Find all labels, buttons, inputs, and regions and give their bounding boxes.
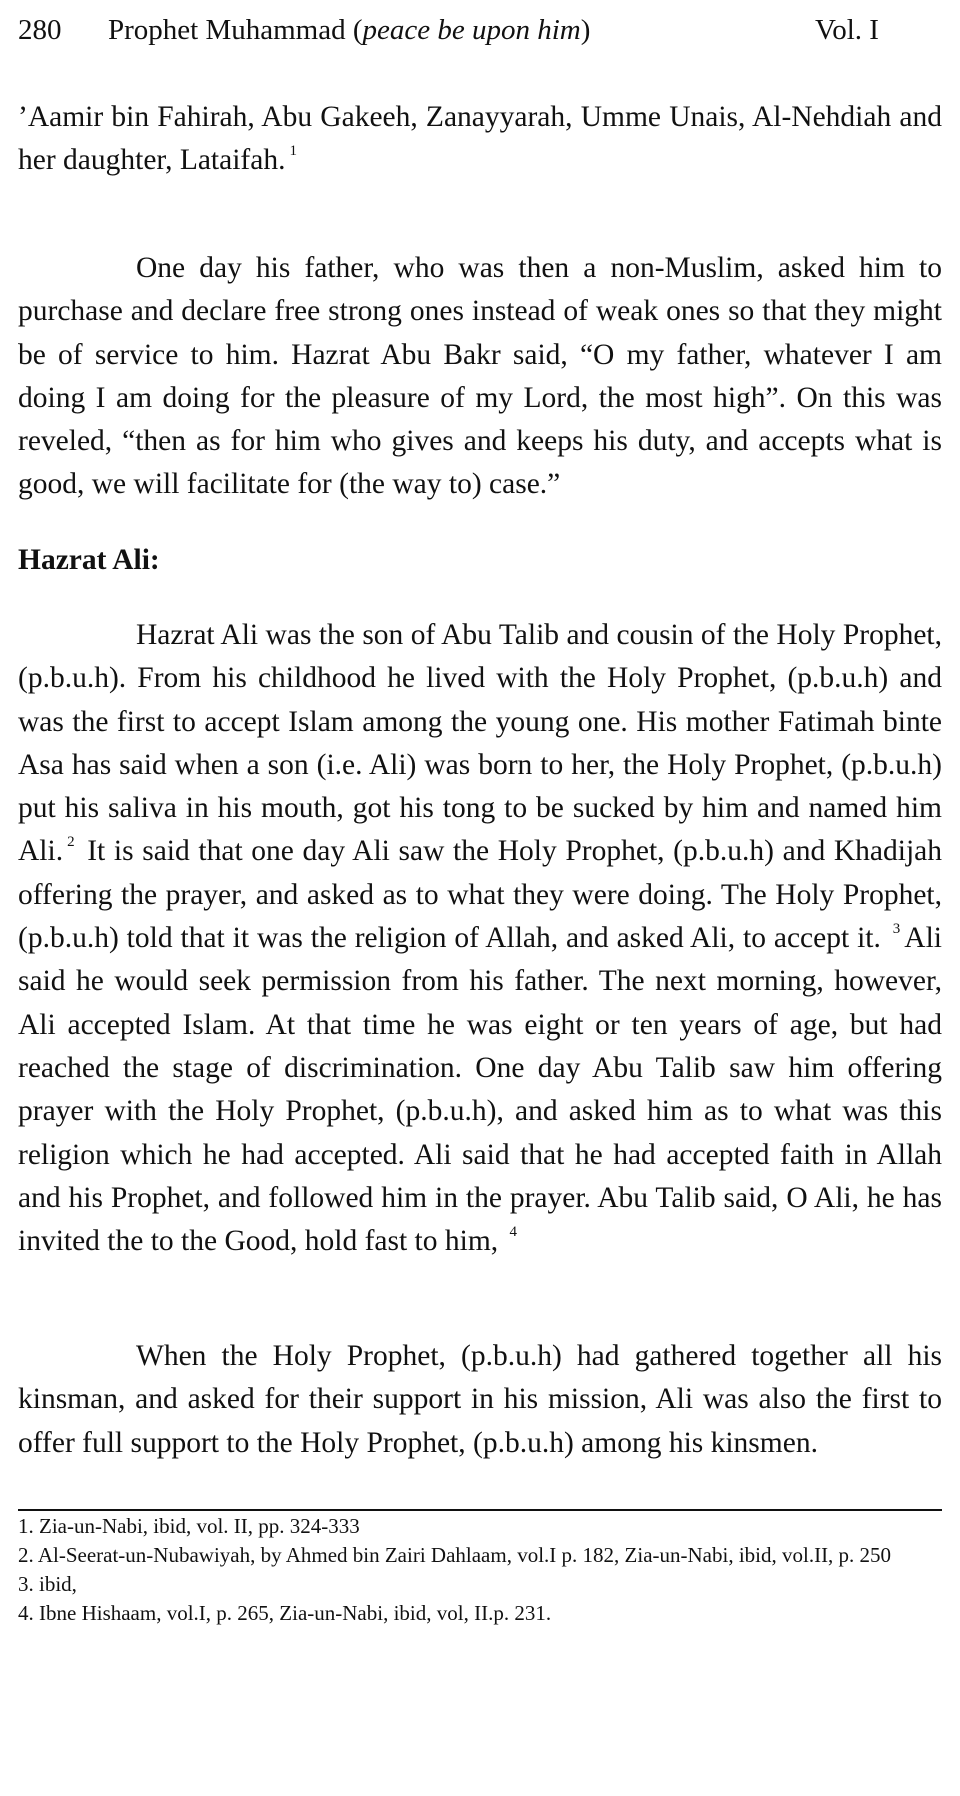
footnote-divider [18, 1509, 942, 1511]
book-title-honorific: peace be upon him [362, 14, 581, 46]
footnote-ref-4: 4 [509, 1224, 518, 1241]
paragraph-text: Hazrat Ali was the son of Abu Talib and cousin of the Holy Prophet, (p.b.u.h). From his childhood he lived with the Holy Prophet, (p.b.u.h) and was the first to accept Islam among the young one. His mother Fatimah binte Asa has said when a son (i.e. Ali) was born to her, the Holy Prophet, (p.b.u.h) put his saliva in his mouth, got his tong to be sucked by him and named him Ali. [18, 619, 942, 868]
paragraph-text: Ali said he would seek permission from his father. The next morning, however, Ali accepted Islam. At that time he was eight or ten years of age, but had reached the stage of discrimination. One day Abu Talib saw him offering prayer with the Holy Prophet, (p.b.u.h), and asked him as to what was this religion which he had accepted. Ali said that he had accepted faith in Allah and his Prophet, and followed him in the prayer. Abu Talib said, O Ali, he has invited the to the Good, hold fast to him, [18, 922, 942, 1258]
paragraph-text: When the Holy Prophet, (p.b.u.h) had gathered together all his kinsman, and asked for their support in his mission, Ali was also the first to offer full support to the Holy Prophet, (p.b.u.h) among his kinsmen. [18, 1340, 942, 1459]
footnote-ref-3: 3 [892, 921, 901, 938]
volume-label: Vol. I [815, 14, 879, 46]
paragraph-continuation [18, 96, 942, 183]
book-title-end: ) [580, 14, 591, 46]
paragraph-text: ’Aamir bin Fahirah, Abu Gakeeh, Zanayyarah, Umme Unais, Al-Nehdiah and her daughter, Lataifah. [18, 101, 942, 177]
paragraph-kinsmen [18, 1335, 942, 1465]
paragraph-hazrat-ali [18, 614, 942, 1263]
footnote-3: 3. ibid, [18, 1572, 77, 1596]
paragraph-text: It is said that one day Ali saw the Holy Prophet, (p.b.u.h) and Khadijah offering the prayer, and asked as to what they were doing. The Holy Prophet, (p.b.u.h) told that it was the religion of Allah, and asked Ali, to accept it. [18, 835, 942, 955]
running-header [18, 10, 942, 50]
footnote-ref-2: 2 [67, 834, 75, 851]
footnote-ref-1: 1 [289, 143, 297, 160]
book-title [108, 10, 590, 50]
paragraph-abu-bakr [18, 247, 942, 507]
footnote-4: 4. Ibne Hishaam, vol.I, p. 265, Zia-un-Nabi, ibid, vol, II.p. 231. [18, 1601, 552, 1625]
section-heading: Hazrat Ali: [18, 544, 160, 576]
footnote-1: 1. Zia-un-Nabi, ibid, vol. II, pp. 324-333 [18, 1514, 360, 1538]
paragraph-text: One day his father, who was then a non-Muslim, asked him to purchase and declare free strong ones instead of weak ones so that they might be of service to him. Hazrat Abu Bakr said, “O my father, whatever I am doing I am doing for the pleasure of my Lord, the most high”. On this was reveled, “then as for him who gives and keeps his duty, and accepts what is good, we will facilitate for (the way to) case.” [18, 252, 942, 501]
footnotes-list [18, 1512, 942, 1628]
book-title-start: Prophet Muhammad ( [108, 14, 363, 46]
footnote-2: 2. Al-Seerat-un-Nubawiyah, by Ahmed bin Zairi Dahlaam, vol.I p. 182, Zia-un-Nabi, ibid, vol.II, p. 250 [18, 1543, 892, 1567]
page-number: 280 [18, 14, 62, 46]
